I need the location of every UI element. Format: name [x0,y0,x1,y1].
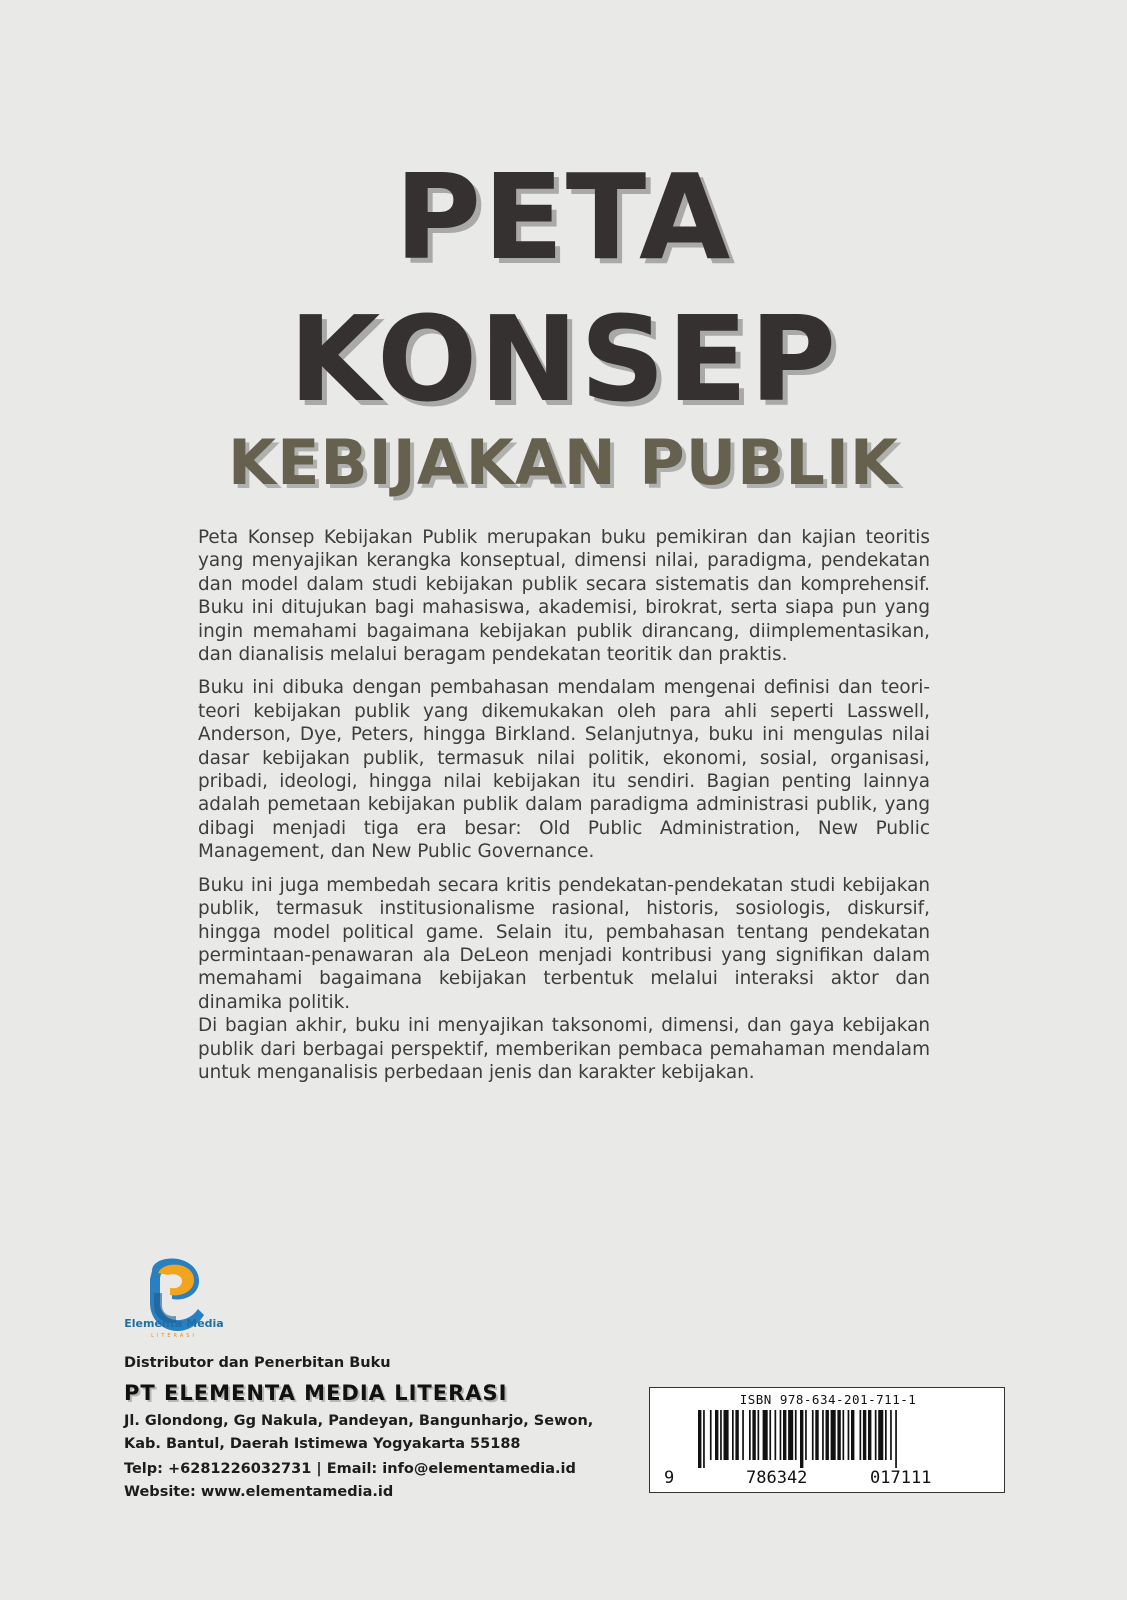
publisher-website: Website: www.elementamedia.id [124,1484,394,1500]
publisher-label: Distributor dan Penerbitan Buku [124,1355,391,1371]
publisher-address-1: Jl. Glondong, Gg Nakula, Pandeyan, Bangunharjo, Sewon, [124,1413,594,1429]
isbn-barcode [649,1387,1005,1493]
synopsis-paragraph-4: Di bagian akhir, buku ini menyajikan taksonomi, dimensi, dan gaya kebijakan publik dari berbagai perspektif, memberikan pembaca pemahaman mendalam untuk menganalisis perbedaan jenis dan karakter kebijakan. [198,1015,930,1083]
synopsis-paragraph-2: Buku ini dibuka dengan pembahasan mendalam mengenai definisi dan teori-teori kebijakan publik yang dikemukakan oleh para ahli seperti Lasswell, Anderson, Dye, Peters, hingga Birkland. Selanjutnya, buku ini mengulas nilai dasar kebijakan publik, termasuk nilai politik, ekonomi, sosial, organisasi, pribadi, ideologi, hingga nilai kebijakan itu sendiri. Bagian penting lainnya adalah pemetaan kebijakan publik dalam paradigma administrasi publik, yang dibagi menjadi tiga era besar: Old Public Administration, New Public Management, dan New Public Governance. [198,677,930,863]
barcode-bars [694,1410,964,1468]
title-line-1: PETA [394,148,733,286]
publisher-address-2: Kab. Bantul, Daerah Istimewa Yogyakarta 55188 [124,1436,521,1452]
logo-name: Elementa Media [124,1317,224,1330]
publisher-name: PT ELEMENTA MEDIA LITERASI [124,1381,508,1405]
synopsis-paragraph-1: Peta Konsep Kebijakan Publik merupakan buku pemikiran dan kajian teoritis yang menyajikan kerangka konseptual, dimensi nilai, paradigma, pendekatan dan model dalam studi kebijakan publik secara sistematis dan komprehensif. Buku ini ditujukan bagi mahasiswa, akademisi, birokrat, serta siapa pun yang ingin memahami bagaimana kebijakan publik dirancang, diimplementasikan, dan dianalisis melalui beragam pendekatan teoritik dan praktis. [198,527,930,666]
barcode-digits-right: 017111 [870,1468,932,1488]
barcode-digits-left: 786342 [746,1468,808,1488]
logo-subtitle: LITERASI [151,1333,197,1339]
isbn-number: ISBN 978-634-201-711-1 [739,1392,917,1407]
synopsis [198,526,930,1094]
title-line-2: KONSEP [288,290,839,428]
subtitle: KEBIJAKAN PUBLIK [228,426,899,499]
barcode-digit-first: 9 [664,1468,675,1488]
synopsis-paragraph-3: Buku ini juga membedah secara kritis pendekatan-pendekatan studi kebijakan publik, termasuk institusionalisme rasional, historis, sosiologis, diskursif, hingga model political game. Selain itu, pembahasan tentang pendekatan permintaan-penawaran ala DeLeon menjadi kontribusi yang signifikan dalam memahami bagaimana kebijakan terbentuk melalui interaksi aktor dan dinamika politik. [198,874,930,1013]
publisher-contact: Telp: +6281226032731 | Email: info@elementamedia.id [124,1461,576,1477]
